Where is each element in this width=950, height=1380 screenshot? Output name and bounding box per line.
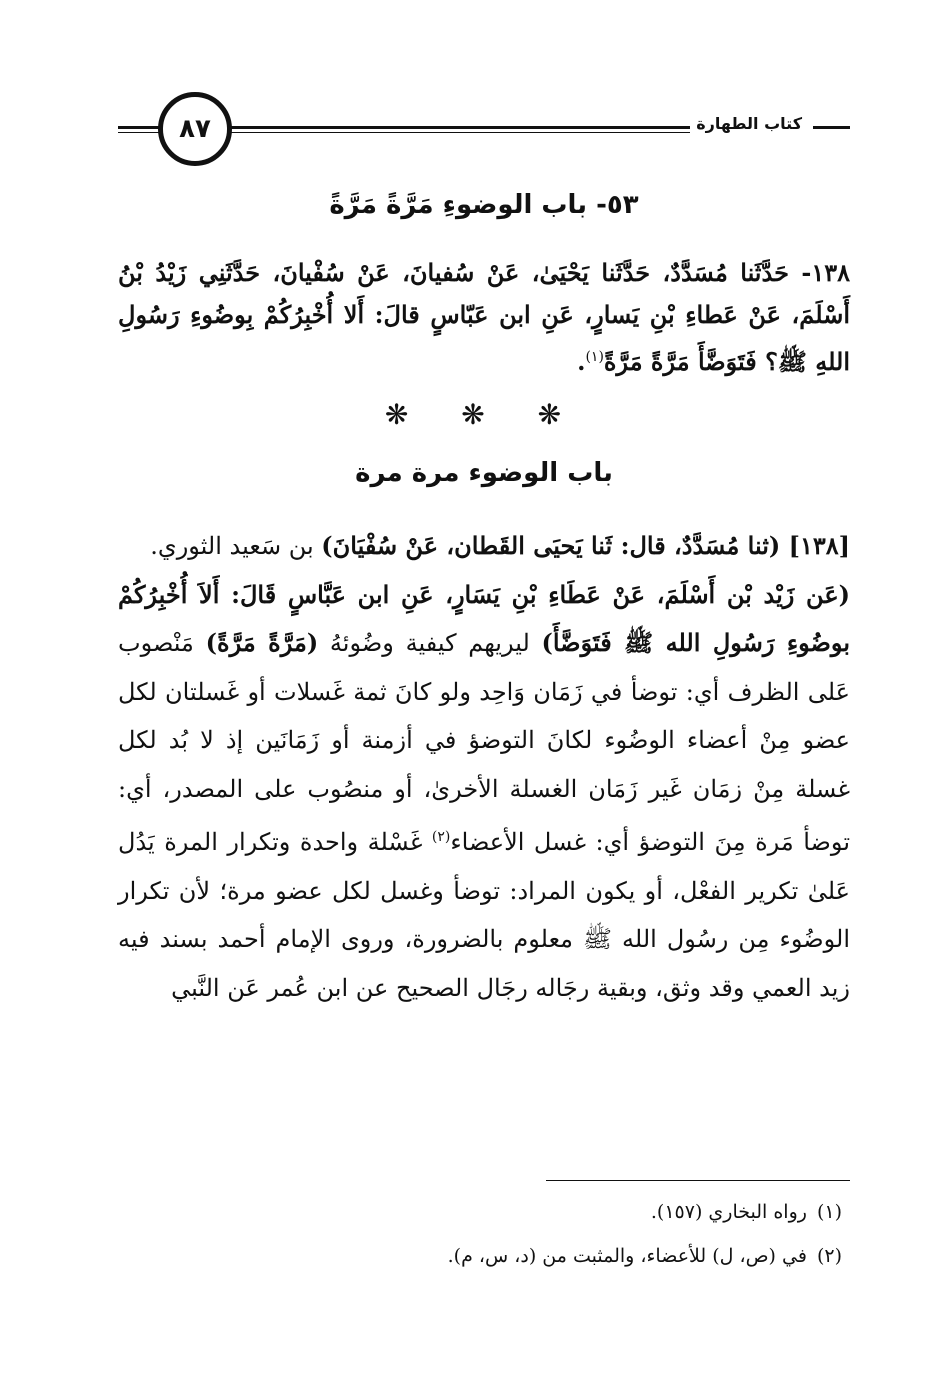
page-number-badge [158, 92, 232, 166]
commentary-p1-rest: بن سَعيد الثوري. [150, 532, 322, 560]
hadith-footnote-mark: (١) [585, 349, 604, 365]
commentary-paragraph-2 [118, 571, 850, 1013]
header-rule-right [813, 126, 850, 129]
commentary-p2-lead: (عَن زَيْد بْن أَسْلَمَ، عَنْ عَطَاءِ بْنِ يَسَارٍ، عَنِ ابن عَبَّاسٍ قَالَ: أَلاَ أُخْبِرُكُمْ بوضُوءِ رَسُولِ الله ﷺ فَتَوَضَّأَ) [118, 579, 851, 657]
running-title: كتاب الطهارة [690, 114, 808, 133]
commentary-heading: باب الوضوء مرة مرة [355, 458, 613, 488]
section-separator: ❋ ❋ ❋ [384, 398, 584, 431]
commentary-p1-lead: [١٣٨] (ثنا مُسَدَّدٌ، قال: ثَنا يَحيَى القَطان، عَنْ سُفْيَانَ) [321, 531, 850, 560]
commentary-p2-bold2: (مَرَّةً مَرَّةً) [205, 628, 319, 657]
footnote-2 [118, 1234, 842, 1278]
commentary-p2-b: مَنْصوب عَلى الظرف أي: توضأ في زَمَان وَاحِد ولو كانَ ثمة غَسلات أو غَسلتان لكل عضو مِنْ أعضاء الوضُوء لكانَ التوضؤ في أزمنة أو زَمَانَين إذ لا بُد لكل غسلة مِنْ زمَان غَير زَمَان الغسلة الأخرىٰ، أو منصُوب على المصدر، أي: توضأ مَرة مِنَ التوضؤ أي: غسل الأعضاء [118, 629, 851, 856]
footnote-2-text: في (ص، ل) للأعضاء، والمثبت من (د، س، م). [447, 1245, 807, 1267]
commentary-paragraph-1 [118, 522, 850, 571]
commentary-footnote-mark: (٢) [431, 829, 451, 845]
hadith-text [118, 252, 850, 383]
header-rule-left-thin [118, 132, 164, 133]
running-header [118, 92, 850, 172]
hadith-end: . [577, 347, 586, 376]
footnote-1 [118, 1190, 842, 1234]
footnote-1-text: رواه البخاري (١٥٧). [650, 1201, 807, 1223]
commentary-p2-a: ليريهم كيفية وضُوئهُ [318, 629, 542, 657]
page-number: ٨٧ [179, 114, 211, 144]
commentary-p2-c: غَسْلة واحدة وتكرار المرة يَدُل عَلىٰ تكرير الفعْل، أو يكون المراد: توضأ وغسل لكل عضو مرة؛ لأن تكرار الوضُوء مِن رسُول الله ﷺ معلوم بالضرورة، وروى الإمام أحمد بسند فيه زيد العمي وقد وثق، وبقية رجَاله رجَال الصحيح عن ابن عُمر عَن النَّبي [118, 828, 850, 1002]
footnote-rule [546, 1180, 850, 1181]
footnote-1-number: (١) [816, 1201, 842, 1223]
commentary-body [118, 522, 850, 1012]
hadith-body: ١٣٨- حَدَّثَنا مُسَدَّدٌ، حَدَّثَنا يَحْيَىٰ، عَنْ سُفيانَ، عَنْ سُفْيانَ، حَدَّثَنِي زَيْدُ بْنُ أَسْلَمَ، عَنْ عَطاءِ بْنِ يَسارٍ، عَنِ ابن عَبّاسٍ قالَ: أَلا أُخْبِرُكُمْ بِوضُوءِ رَسُولِ اللهِ ﷺ؟ فَتَوَضَّأَ مَرَّةً مَرَّةً [118, 258, 851, 376]
header-rule-middle-thin [228, 132, 728, 133]
chapter-heading: ٥٣- باب الوضوءِ مَرَّةً مَرَّةً [329, 190, 639, 220]
header-rule-middle [228, 126, 728, 129]
footnotes [118, 1190, 842, 1278]
footnote-2-number: (٢) [816, 1245, 842, 1267]
